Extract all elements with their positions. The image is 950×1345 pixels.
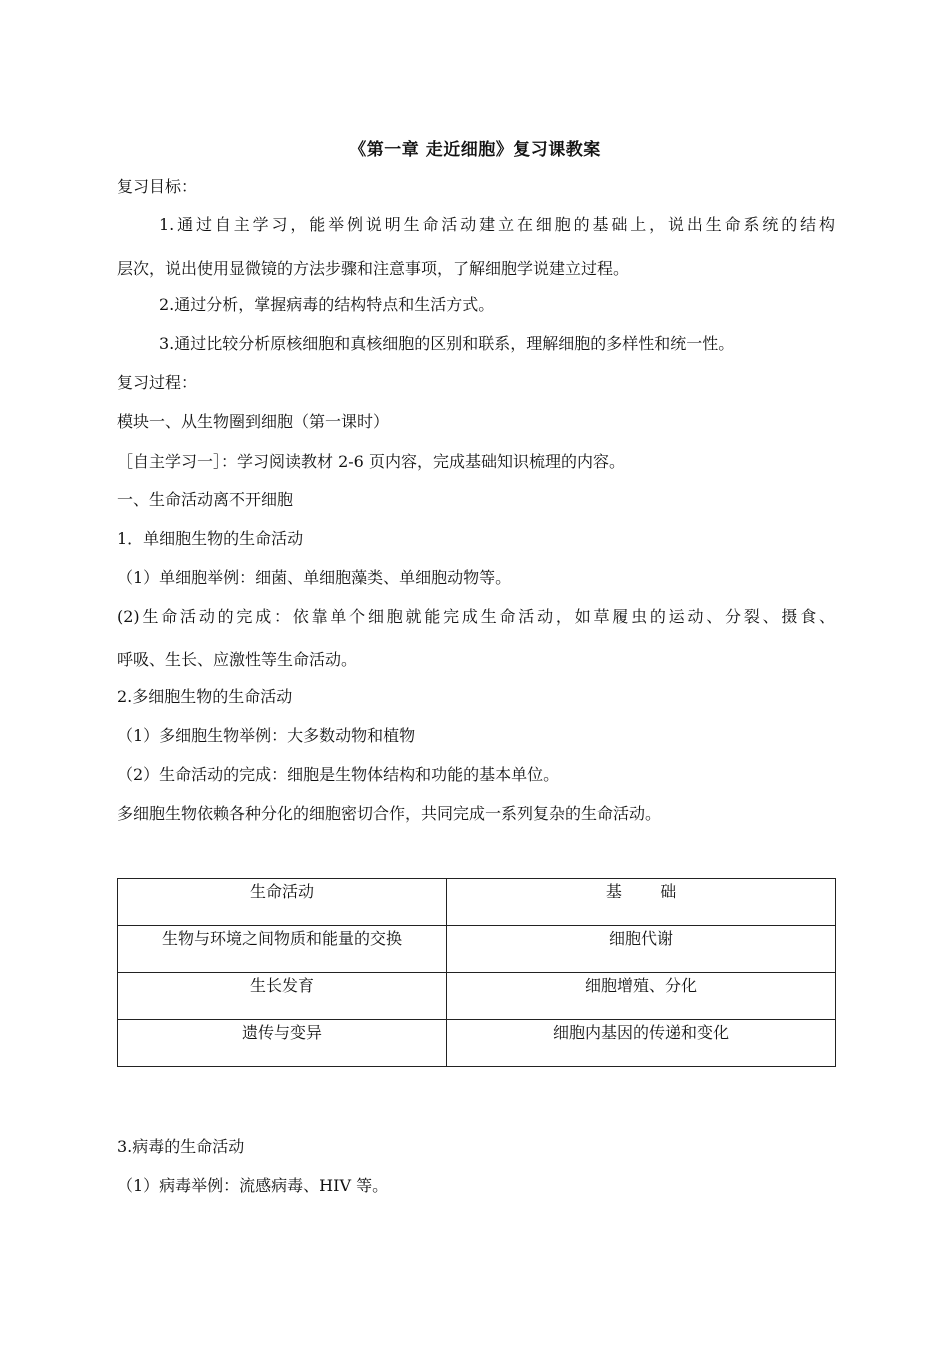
subsection-1-heading: 1．单细胞生物的生命活动	[117, 529, 304, 548]
table-header-cell: 生命活动	[118, 879, 447, 926]
table-cell: 生长发育	[118, 973, 447, 1020]
table-header-text: 基础	[605, 882, 715, 901]
subsection-2-note: 多细胞生物依赖各种分化的细胞密切合作，共同完成一系列复杂的生命活动。	[117, 804, 662, 823]
subsection-2-item-1: （1）多细胞生物举例：大多数动物和植物	[117, 726, 416, 745]
subsection-3-heading: 3.病毒的生命活动	[117, 1137, 245, 1156]
subsection-1-item-2-line-2: 呼吸、生长、应激性等生命活动。	[117, 650, 358, 669]
table-row	[118, 973, 836, 1020]
table-cell: 细胞代谢	[447, 926, 836, 973]
subsection-2-item-2: （2）生命活动的完成：细胞是生物体结构和功能的基本单位。	[117, 765, 560, 784]
table-row	[118, 926, 836, 973]
subsection-1-item-1: （1）单细胞举例：细菌、单细胞藻类、单细胞动物等。	[117, 568, 512, 587]
goals-heading: 复习目标：	[117, 177, 198, 196]
table-row	[118, 1020, 836, 1067]
module-1-heading: 模块一、从生物圈到细胞（第一课时）	[117, 412, 390, 431]
goal-2: 2.通过分析，掌握病毒的结构特点和生活方式。	[159, 295, 495, 314]
table-header-cell	[447, 879, 836, 926]
subsection-3-item-1: （1）病毒举例：流感病毒、HIV 等。	[117, 1176, 389, 1195]
table-header-row	[118, 879, 836, 926]
life-activity-table	[117, 878, 836, 1067]
self-study-1: ［自主学习一］：学习阅读教材 2-6 页内容，完成基础知识梳理的内容。	[117, 452, 625, 471]
table-cell: 生物与环境之间物质和能量的交换	[118, 926, 447, 973]
table-cell: 细胞内基因的传递和变化	[447, 1020, 836, 1067]
goal-3: 3.通过比较分析原核细胞和真核细胞的区别和联系，理解细胞的多样性和统一性。	[159, 334, 735, 353]
section-1-heading: 一、生命活动离不开细胞	[117, 490, 294, 509]
process-heading: 复习过程：	[117, 373, 198, 392]
goal-1-line-2: 层次，说出使用显微镜的方法步骤和注意事项，了解细胞学说建立过程。	[117, 259, 630, 278]
goal-1-line-1: 1.通过自主学习，能举例说明生命活动建立在细胞的基础上，说出生命系统的结构	[159, 215, 835, 234]
table-cell: 遗传与变异	[118, 1020, 447, 1067]
table-cell: 细胞增殖、分化	[447, 973, 836, 1020]
document-title: 《第一章 走近细胞》复习课教案	[349, 140, 601, 160]
subsection-2-heading: 2.多细胞生物的生命活动	[117, 687, 293, 706]
subsection-1-item-2-line-1: (2)生命活动的完成：依靠单个细胞就能完成生命活动，如草履虫的运动、分裂、摄食、	[117, 607, 835, 626]
